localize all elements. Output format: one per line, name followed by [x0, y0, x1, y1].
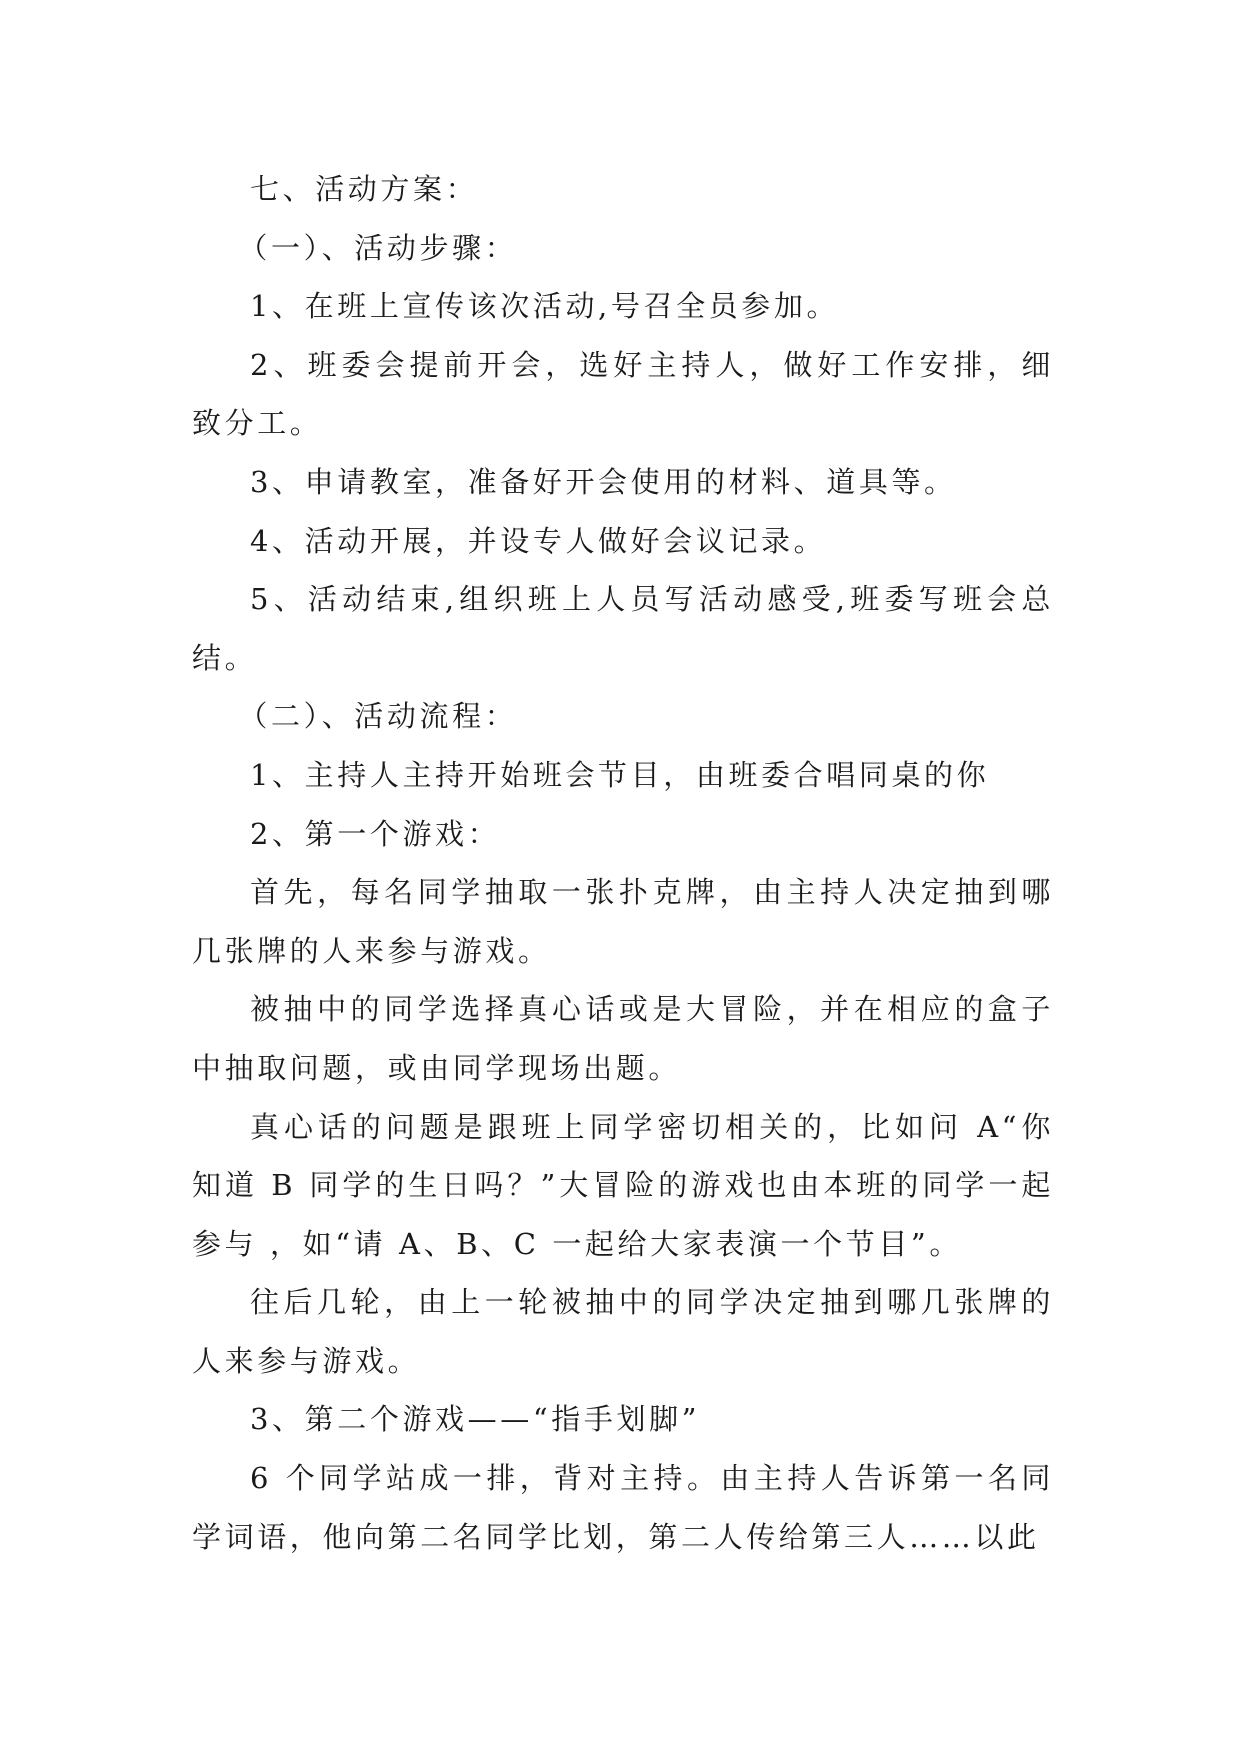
paragraph: 真心话的问题是跟班上同学密切相关的，比如问 A“你知道 B 同学的生日吗？”大冒险的游戏也由本班的同学一起参与 ，如“请 A、B、C 一起给大家表演一个节目”。: [192, 1109, 1054, 1261]
step-3: 3、申请教室，准备好开会使用的材料、道具等。: [250, 464, 957, 499]
paragraph: 首先，每名同学抽取一张扑克牌，由主持人决定抽到哪几张牌的人来参与游戏。: [192, 875, 1054, 968]
subsection-heading-steps: （一）、活动步骤：: [238, 230, 518, 265]
step-4: 4、活动开展，并设专人做好会议记录。: [250, 523, 827, 558]
section-heading-activity-plan: 七、活动方案：: [250, 172, 479, 206]
step-2: 2、班委会提前开会，选好主持人，做好工作安排，细致分工。: [192, 347, 1054, 441]
process-item-2: 2、第一个游戏：: [250, 816, 501, 851]
step-1: 1、在班上宣传该次活动,号召全员参加。: [250, 289, 840, 324]
document-body: [192, 160, 1054, 1566]
subsection-heading-process: （二）、活动流程：: [238, 699, 518, 734]
paragraph: 往后几轮，由上一轮被抽中的同学决定抽到哪几张牌的人来参与游戏。: [192, 1285, 1054, 1378]
process-item-3: 3、第二个游戏——“指手划脚”: [250, 1402, 701, 1437]
paragraph: 6 个同学站成一排，背对主持。由主持人告诉第一名同学词语，他向第二名同学比划，第二人传给第三人……以此: [192, 1461, 1054, 1554]
process-item-1: 1、主持人主持开始班会节目，由班委合唱同桌的你: [250, 757, 990, 792]
step-5: 5、活动结束,组织班上人员写活动感受,班委写班会总结。: [192, 582, 1054, 675]
paragraph: 被抽中的同学选择真心话或是大冒险，并在相应的盒子中抽取问题，或由同学现场出题。: [192, 992, 1054, 1085]
